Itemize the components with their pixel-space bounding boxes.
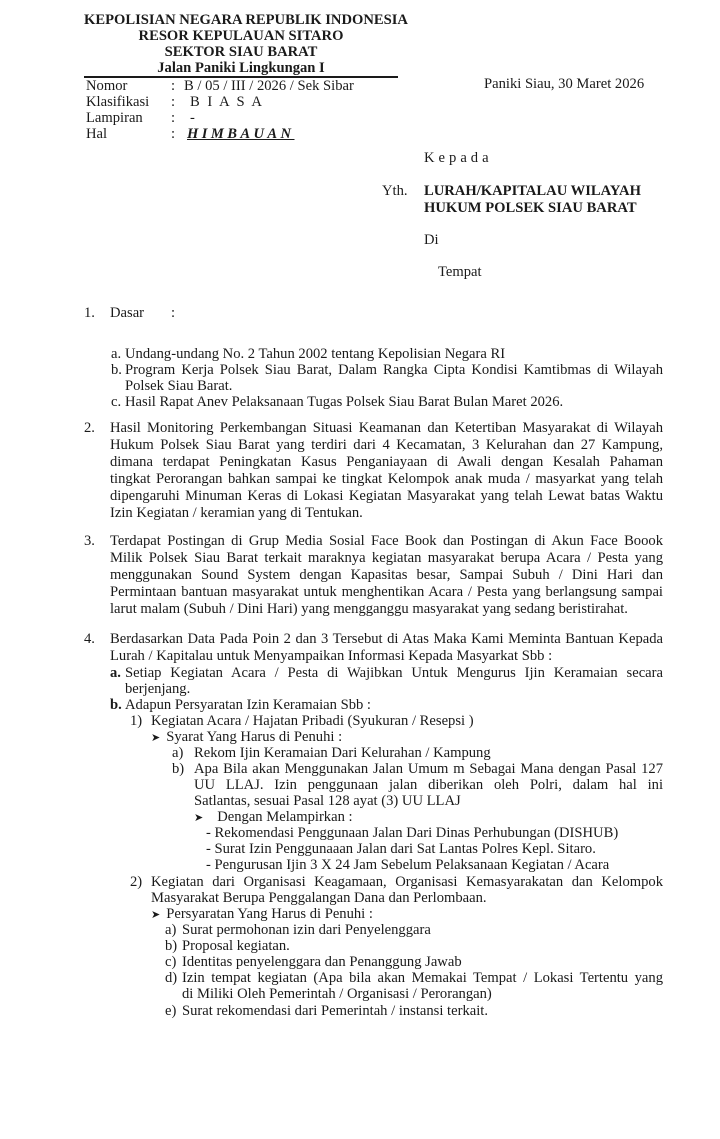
point-4-line: Berdasarkan Data Pada Poin 2 dan 3 Tersebut di Atas Maka Kami Meminta Bantuan Kepada [110,631,663,647]
klasifikasi-value: B I A S A [190,94,264,110]
arrow-bullet-icon: ➤ [194,812,204,824]
arrow-bullet-icon: ➤ [151,909,161,921]
recipient-name-line-1: LURAH/KAPITALAU WILAYAH [424,183,641,199]
point-2-line: dimana terdapat Peningkatan Kasus Penganiayaan di Awali dengan Kesalah Pahaman [110,454,663,470]
point-1-b-text-cont: Polsek Siau Barat. [125,378,233,394]
sub-1-a-mark: a) [172,745,184,761]
point-4-b-mark: b. [110,697,122,713]
tempat-label: Tempat [438,264,482,280]
attachment-item: - Pengurusan Ijin 3 X 24 Jam Sebelum Pelaksanaan Kegiatan / Acara [206,857,610,873]
sub-2-text: Kegiatan dari Organisasi Keagamaan, Organisasi Kemasyarakatan dan Kelompok [151,874,663,890]
place-date: Paniki Siau, 30 Maret 2026 [484,76,645,92]
point-1-a-text: Undang-undang No. 2 Tahun 2002 tentang Kepolisian Negara RI [125,346,506,362]
point-1-c-text: Hasil Rapat Anev Pelaksanaan Tugas Polsek Siau Barat Bulan Maret 2026. [125,394,564,410]
point-1-a-mark: a. [111,346,122,362]
point-1-b-mark: b. [111,362,122,378]
colon: : [171,126,176,142]
point-2-line: Hasil Monitoring Perkembangan Situasi Keamanan dan Ketertiban Masyarakat di Wilayah [110,420,663,436]
colon: : [171,94,176,110]
hal-value: HIMBAUAN [187,126,295,142]
sub-2-b-text: Proposal kegiatan. [182,938,290,954]
letterhead-line-3: SEKTOR SIAU BARAT [164,44,318,60]
klasifikasi-label: Klasifikasi [86,94,150,110]
sub-1-b-text-cont: UU LLAJ. Izin penggunaan jalan diberikan oleh Polri, dalam hal ini [194,777,663,793]
point-3-line: larut malam (Subuh / Dini Hari) yang mengganggu masyarakat yang sedang beristirahat. [110,601,628,617]
point-3-line: Milik Polsek Siau Barat terkait maraknya kegiatan masyarakat berupa Acara / Pesta yang [110,550,663,566]
sub-2-e-mark: e) [165,1003,177,1019]
point-3-line: menggunakan Sound System dengan Kapasitas besar, Sampai Subuh / Dini Hari dan [110,567,663,583]
sub-2-c-text: Identitas penyelenggara dan Penanggung Jawab [182,954,462,970]
lampiran-label: Lampiran [86,110,143,126]
sub-2-a-text: Surat permohonan izin dari Penyelenggara [182,922,431,938]
nomor-label: Nomor [86,78,128,94]
sub-2-text-cont: Masyarakat Berupa Penggalangan Dana dan Perlombaan. [151,890,487,906]
sub-1-attach-title: Dengan Melampirkan : [217,809,353,825]
sub-2-e-text: Surat rekomendasi dari Pemerintah / instansi terkait. [182,1003,488,1019]
letterhead-line-1: KEPOLISIAN NEGARA REPUBLIK INDONESIA [84,12,408,28]
sub-2-a-mark: a) [165,922,177,938]
sub-2-d-text: Izin tempat kegiatan (Apa bila akan Memakai Tempat / Lokasi Tertentu yang [182,970,663,986]
point-1-colon: : [171,305,176,321]
sub-1-b-mark: b) [172,761,185,777]
sub-1-text: Kegiatan Acara / Hajatan Pribadi (Syukuran / Resepsi ) [151,713,474,729]
sub-2-b-mark: b) [165,938,178,954]
point-4-a-text-cont: berjenjang. [125,681,191,697]
sub-2-d-mark: d) [165,970,178,986]
point-2-line: dipengaruhi Minuman Keras di Lokasi Kegiatan Masyarakat yang telah Lewat batas Waktu [110,488,663,504]
point-4-number: 4. [84,631,95,647]
point-4-line: Lurah / Kapitalau untuk Menyampaikan Informasi Kepada Masyarkat Sbb : [110,648,553,664]
sub-2-mark: 2) [130,874,143,890]
point-3-number: 3. [84,533,95,549]
point-4-b-text: Adapun Persyaratan Izin Keramaian Sbb : [125,697,371,713]
point-1-number: 1. [84,305,95,321]
di-label: Di [424,232,439,248]
sub-1-a-text: Rekom Ijin Keramaian Dari Kelurahan / Kampung [194,745,491,761]
point-4-a-text: Setiap Kegiatan Acara / Pesta di Wajibkan Untuk Mengurus Ijin Keramaian secara [125,665,663,681]
attachment-item: - Rekomendasi Penggunaan Jalan Dari Dinas Perhubungan (DISHUB) [206,825,619,841]
sub-1-b-text-cont: Satlantas, sesuai Pasal 128 ayat (3) UU LLAJ [194,793,461,809]
arrow-bullet-icon: ➤ [151,732,161,744]
point-1-c-mark: c. [111,394,122,410]
sub-2-d-text-cont: di Miliki Oleh Pemerintah / Organisasi / Perorangan) [182,986,492,1002]
nomor-value: B / 05 / III / 2026 / Sek Sibar [184,78,354,94]
sub-2-c-mark: c) [165,954,177,970]
point-4-a-mark: a. [110,665,121,681]
point-3-line: Terdapat Postingan di Grup Media Sosial Face Book dan Postingan di Akun Face Boook [110,533,663,549]
colon: : [171,110,176,126]
yth-label: Yth. [382,183,408,199]
sub-1-mark: 1) [130,713,143,729]
point-1-title: Dasar [110,305,145,321]
point-2-line: Izin Kegiatan / keramian yang di Tentukan. [110,505,363,521]
kepada-label: Kepada [424,150,493,166]
hal-label: Hal [86,126,108,142]
colon: : [171,78,176,94]
point-1-b-text: Program Kerja Polsek Siau Barat, Dalam Rangka Cipta Kondisi Kamtibmas di Wilayah [125,362,663,378]
point-3-line: Permintaan bantuan masyarakat untuk menghentikan Acara / Pesta yang berlangsung sampai [110,584,663,600]
point-2-number: 2. [84,420,95,436]
point-2-line: Hukum Polsek Siau Barat yang terdiri dari 4 Kecamatan, 3 Kelurahan dan 27 Kampung, [110,437,663,453]
point-2-line: tingkat Perorangan bahkan sampai ke tingkat Kelompok anak muda / masyarkat yang telah [110,471,663,487]
sub-1-req-title: Syarat Yang Harus di Penuhi : [166,729,343,745]
letterhead-address: Jalan Paniki Lingkungan I [157,60,325,76]
attachment-item: - Surat Izin Penggunaaan Jalan dari Sat Lantas Polres Kepl. Sitaro. [206,841,596,857]
sub-2-req-title: Persyaratan Yang Harus di Penuhi : [166,906,373,922]
recipient-name-line-2: HUKUM POLSEK SIAU BARAT [424,200,637,216]
lampiran-value: - [190,110,195,126]
sub-1-b-text: Apa Bila akan Menggunakan Jalan Umum m Sebagai Mana dengan Pasal 127 [194,761,663,777]
letterhead-line-2: RESOR KEPULAUAN SITARO [138,28,344,44]
